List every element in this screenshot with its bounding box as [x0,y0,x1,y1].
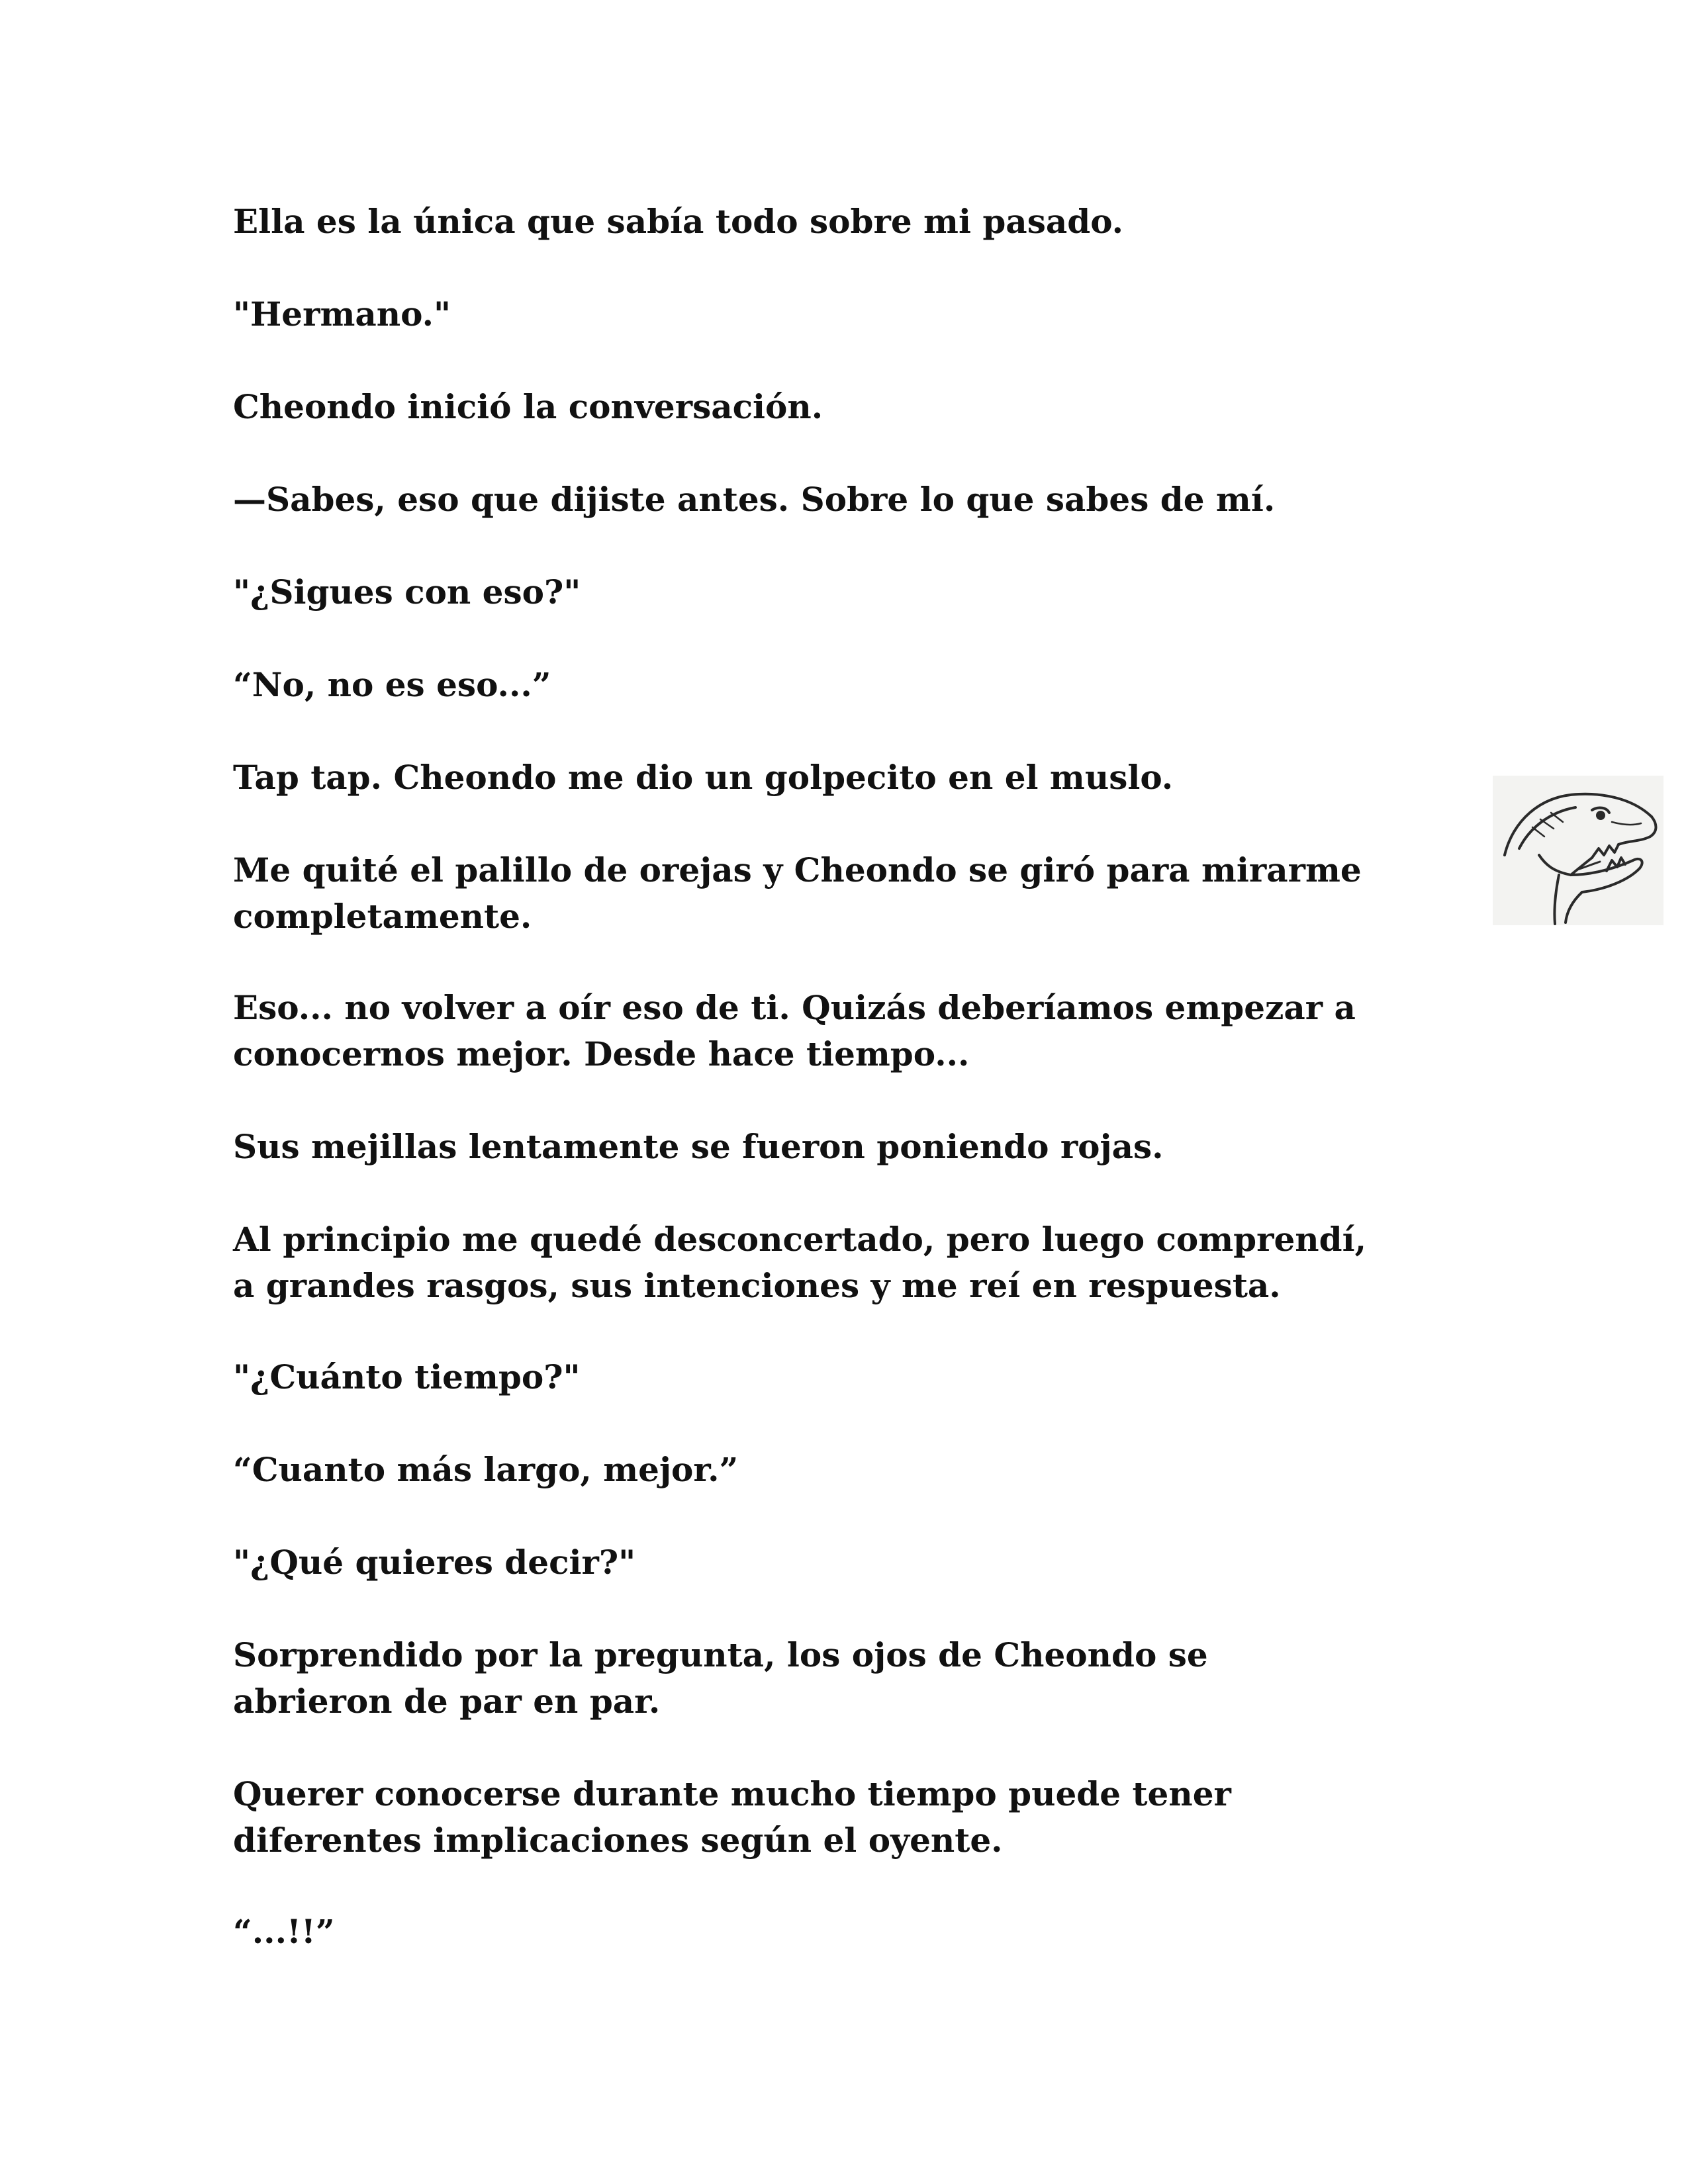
paragraph: “No, no es eso...” [233,665,551,704]
paragraph: Tap tap. Cheondo me dio un golpecito en el muslo. [233,758,1174,797]
paragraph: Querer conocerse durante mucho tiempo puede tener diferentes implicaciones según el oyente. [233,1774,1231,1860]
paragraph: “Cuanto más largo, mejor.” [233,1450,739,1489]
paragraph: Me quité el palillo de orejas y Cheondo se giró para mirarme completamente. [233,850,1362,936]
paragraph: Sorprendido por la pregunta, los ojos de Cheondo se abrieron de par en par. [233,1635,1208,1721]
dinosaur-head-sketch-icon [1493,776,1664,925]
paragraph: Ella es la única que sabía todo sobre mi pasado. [233,202,1124,241]
paragraph: Sus mejillas lentamente se fueron poniendo rojas. [233,1127,1164,1166]
paragraph: “...!!” [233,1912,335,1951]
paragraph: Cheondo inició la conversación. [233,387,823,426]
paragraph: Eso... no volver a oír eso de ti. Quizás deberíamos empezar a conocernos mejor. Desde hace tiempo... [233,988,1356,1073]
paragraph: "¿Qué quieres decir?" [233,1543,636,1582]
paragraph: Al principio me quedé desconcertado, pero luego comprendí, a grandes rasgos, sus intenciones y me reí en respuesta. [233,1220,1366,1305]
paragraph: "¿Sigues con eso?" [233,572,581,612]
paragraph: "Hermano." [233,295,451,334]
paragraph: —Sabes, eso que dijiste antes. Sobre lo que sabes de mí. [233,480,1276,519]
paragraph: "¿Cuánto tiempo?" [233,1357,581,1396]
